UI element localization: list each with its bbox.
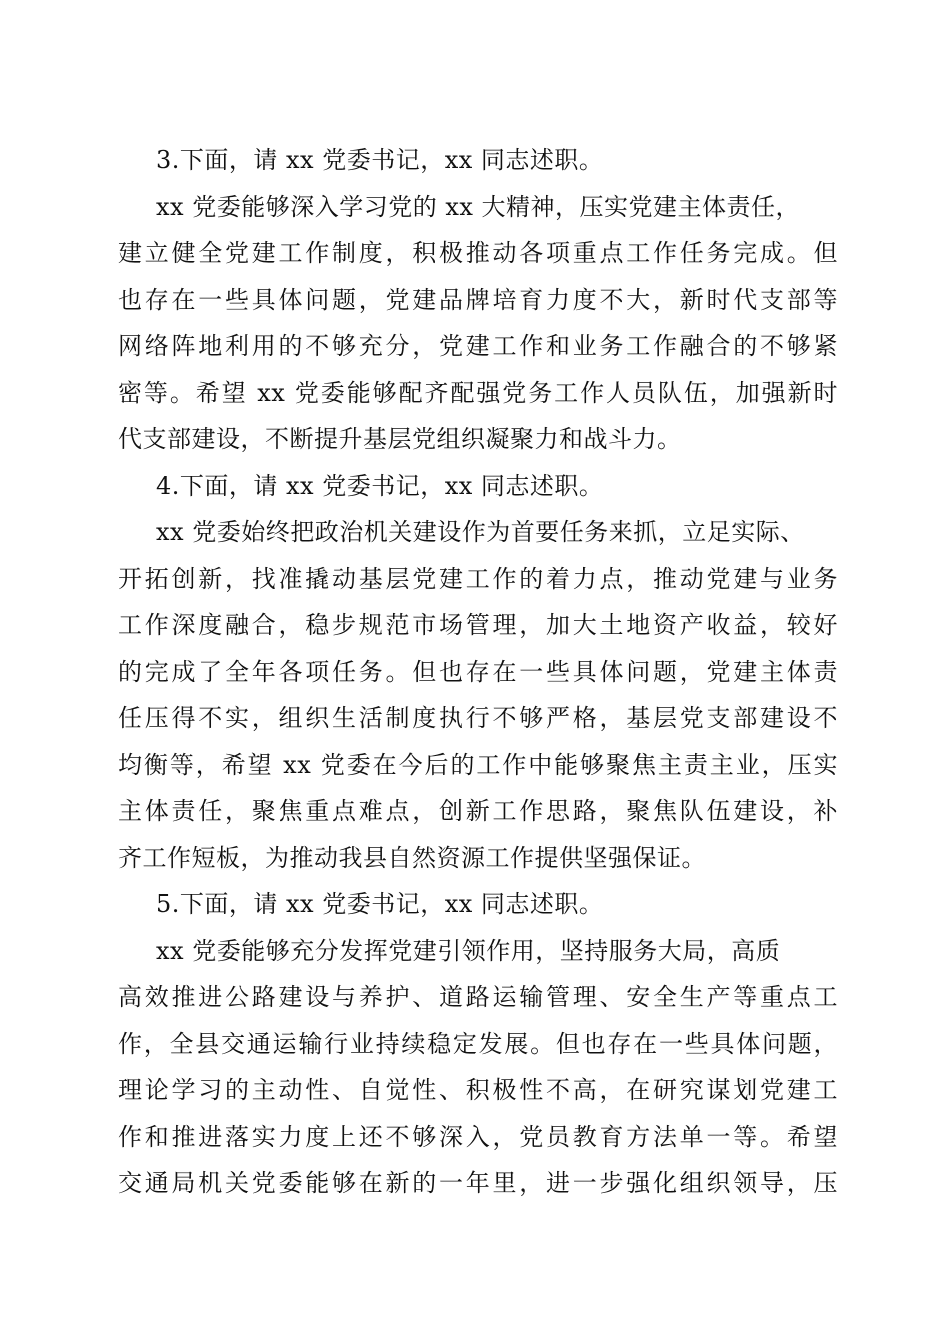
paragraph-line: 均衡等，希望 xx 党委在今后的工作中能够聚焦主责主业，压实 xyxy=(118,750,838,779)
paragraph-line: xx 党委能够深入学习党的 xx 大精神，压实党建主体责任， xyxy=(156,192,801,221)
paragraph-line: 作，全县交通运输行业持续稳定发展。但也存在一些具体问题， xyxy=(118,1029,838,1058)
paragraph-line: 开拓创新，找准撬动基层党建工作的着力点，推动党建与业务 xyxy=(118,564,838,593)
paragraph-line: 主体责任，聚焦重点难点，创新工作思路，聚焦队伍建设，补 xyxy=(118,797,838,825)
paragraph-line: 密等。希望 xx 党委能够配齐配强党务工作人员队伍，加强新时 xyxy=(118,378,838,407)
section-heading-3: 3.下面，请 xx 党委书记，xx 同志述职。 xyxy=(156,146,604,174)
paragraph-line: 任压得不实，组织生活制度执行不够严格，基层党支部建设不 xyxy=(118,704,838,732)
section-heading-5: 5.下面，请 xx 党委书记，xx 同志述职。 xyxy=(156,890,604,918)
paragraph-line: 理论学习的主动性、自觉性、积极性不高，在研究谋划党建工 xyxy=(118,1076,838,1104)
paragraph-line: xx 党委能够充分发挥党建引领作用，坚持服务大局，高质 xyxy=(156,936,781,965)
paragraph-line: 齐工作短板，为推动我县自然资源工作提供坚强保证。 xyxy=(118,843,706,872)
paragraph-line: 工作深度融合，稳步规范市场管理，加大土地资产收益，较好 xyxy=(118,611,838,639)
paragraph-line: 代支部建设，不断提升基层党组织凝聚力和战斗力。 xyxy=(118,425,682,453)
paragraph-line: 网络阵地利用的不够充分，党建工作和业务工作融合的不够紧 xyxy=(118,332,838,360)
paragraph-line: 高效推进公路建设与养护、道路运输管理、安全生产等重点工 xyxy=(118,983,838,1011)
paragraph-line: xx 党委始终把政治机关建设作为首要任务来抓，立足实际、 xyxy=(156,518,805,546)
paragraph-line: 建立健全党建工作制度，积极推动各项重点工作任务完成。但 xyxy=(118,239,838,267)
paragraph-line: 交通局机关党委能够在新的一年里，进一步强化组织领导，压 xyxy=(118,1169,838,1197)
paragraph-line: 也存在一些具体问题，党建品牌培育力度不大，新时代支部等 xyxy=(118,285,838,314)
document-body xyxy=(118,137,838,1207)
paragraph-line: 的完成了全年各项任务。但也存在一些具体问题，党建主体责 xyxy=(118,657,838,686)
section-heading-4: 4.下面，请 xx 党委书记，xx 同志述职。 xyxy=(156,471,604,500)
paragraph-line: 作和推进落实力度上还不够深入，党员教育方法单一等。希望 xyxy=(118,1122,838,1151)
